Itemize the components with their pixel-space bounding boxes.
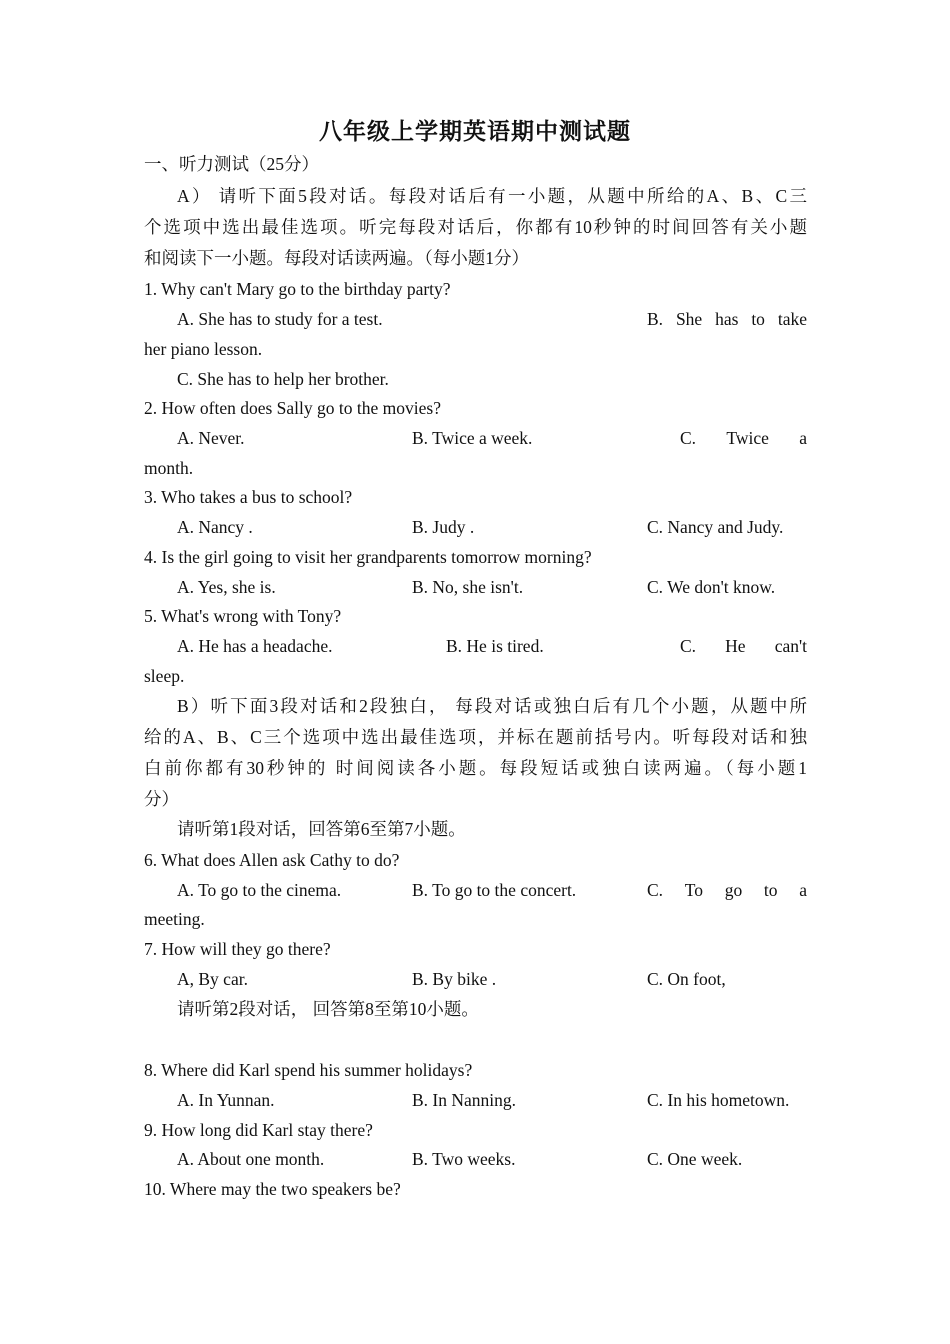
q3-option-c: C. Nancy and Judy.	[647, 517, 784, 537]
q1-option-b	[647, 308, 807, 330]
dialog-1-instruction: 请听第1段对话，回答第6至第7小题。	[177, 819, 466, 839]
q4-option-a: A. Yes, she is.	[177, 577, 276, 597]
q1-option-b-word: B.	[647, 309, 664, 329]
q4-option-c: C. We don't know.	[647, 577, 776, 597]
q7-option-c: C. On foot,	[647, 969, 726, 989]
q9-option-c: C. One week.	[647, 1149, 743, 1169]
question-5: 5. What's wrong with Tony?	[144, 606, 342, 626]
question-6: 6. What does Allen ask Cathy to do?	[144, 850, 400, 870]
q8-option-c: C. In his hometown.	[647, 1090, 790, 1110]
question-4: 4. Is the girl going to visit her grandparents tomorrow morning?	[144, 547, 592, 567]
q7-option-a: A, By car.	[177, 969, 248, 989]
page-title: 八年级上学期英语期中测试题	[319, 119, 631, 144]
q1-option-b-continued: her piano lesson.	[144, 339, 263, 359]
part-b-instructions-2: 给的A、B、C三个选项中选出最佳选项，并标在题前括号内。听每段对话和独	[144, 727, 807, 747]
part-a-instructions-3: 和阅读下一小题。每段对话读两遍。（每小题1分）	[144, 248, 529, 268]
q2-option-c-word: a	[799, 428, 807, 448]
q1-option-b-word: She	[675, 309, 703, 329]
q6-option-c-continued: meeting.	[144, 909, 205, 929]
q6-option-c-word: To	[684, 880, 703, 900]
q6-option-a: A. To go to the cinema.	[177, 880, 342, 900]
q5-option-c-word: He	[725, 636, 746, 656]
q3-option-a: A. Nancy .	[177, 517, 253, 537]
q6-option-c-word: go	[724, 880, 743, 900]
part-a-instructions-1: A） 请听下面5段对话。每段对话后有一小题，从题中所给的A、B、C三	[177, 186, 807, 206]
dialog-2-instruction: 请听第2段对话， 回答第8至第10小题。	[177, 999, 479, 1019]
q3-option-b: B. Judy .	[412, 517, 475, 537]
q8-option-b: B. In Nanning.	[412, 1090, 517, 1110]
question-1: 1. Why can't Mary go to the birthday party?	[144, 279, 451, 299]
q2-option-b: B. Twice a week.	[412, 428, 533, 448]
part-a-instructions-2: 个选项中选出最佳选项。听完每段对话后，你都有10秒钟的时间回答有关小题	[144, 217, 807, 237]
q2-option-c	[680, 427, 807, 449]
question-2: 2. How often does Sally go to the movies?	[144, 398, 441, 418]
question-10: 10. Where may the two speakers be?	[144, 1179, 401, 1199]
q2-option-c-word: C.	[680, 428, 697, 448]
q1-option-c: C. She has to help her brother.	[177, 369, 389, 389]
q6-option-c	[647, 879, 807, 901]
q2-option-a: A. Never.	[177, 428, 245, 448]
q8-option-a: A. In Yunnan.	[177, 1090, 275, 1110]
q5-option-c-word: can't	[774, 636, 807, 656]
q5-option-b: B. He is tired.	[446, 636, 544, 656]
q6-option-c-word: a	[799, 880, 807, 900]
q6-option-c-word: C.	[647, 880, 664, 900]
part-b-instructions-1: B）听下面3段对话和2段独白， 每段对话或独白后有几个小题，从题中所	[177, 696, 807, 716]
q7-option-b: B. By bike .	[412, 969, 497, 989]
q2-option-c-word: Twice	[726, 428, 769, 448]
q6-option-b: B. To go to the concert.	[412, 880, 577, 900]
q1-option-b-word: to	[751, 309, 765, 329]
question-8: 8. Where did Karl spend his summer holidays?	[144, 1060, 473, 1080]
q5-option-c	[680, 635, 807, 657]
question-7: 7. How will they go there?	[144, 939, 331, 959]
q5-option-a: A. He has a headache.	[177, 636, 333, 656]
q1-option-b-word: has	[715, 309, 739, 329]
q2-option-c-continued: month.	[144, 458, 194, 478]
q6-option-c-word: to	[763, 880, 778, 900]
q5-option-c-word: C.	[680, 636, 697, 656]
q1-option-b-word: take	[777, 309, 807, 329]
part-b-instructions-4: 分）	[144, 789, 179, 809]
q5-option-c-continued: sleep.	[144, 666, 185, 686]
section-heading: 一、听力测试（25分）	[144, 154, 319, 174]
question-3: 3. Who takes a bus to school?	[144, 487, 353, 507]
q1-option-a: A. She has to study for a test.	[177, 309, 383, 329]
question-9: 9. How long did Karl stay there?	[144, 1120, 373, 1140]
q9-option-b: B. Two weeks.	[412, 1149, 516, 1169]
q4-option-b: B. No, she isn't.	[412, 577, 524, 597]
q9-option-a: A. About one month.	[177, 1149, 325, 1169]
part-b-instructions-3: 白前你都有30秒钟的 时间阅读各小题。每段短话或独白读两遍。（每小题1	[144, 758, 807, 778]
